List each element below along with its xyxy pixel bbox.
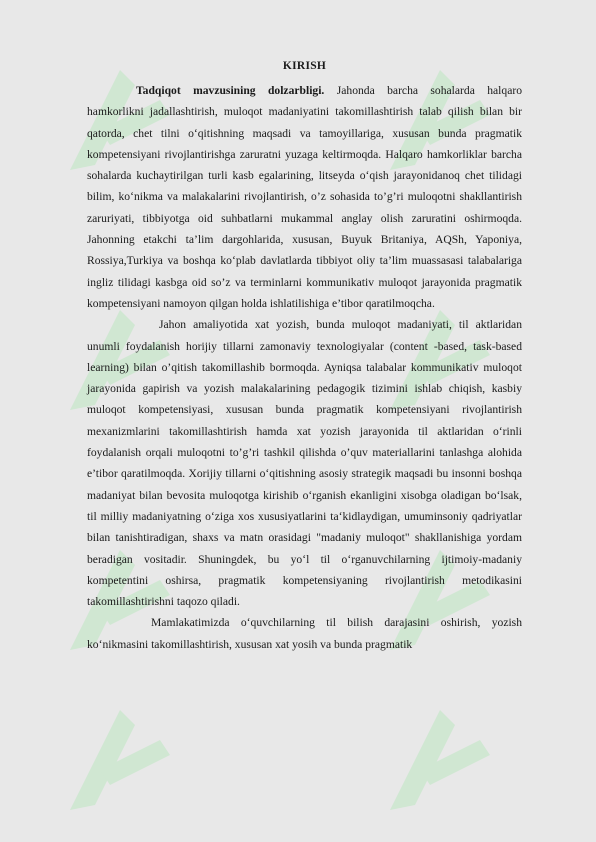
paragraph-text: Jahonda barcha sohalarda halqaro hamkorlikni jadallashtirish, muloqot madaniyatini takomillashtirish talab qilish bilan bir qatorda, chet tilni o‘qitishning maqsadi va tamoyillariga, xususan bunda pragmatik kompetensiyani rivojlantirishga zaruratni yuzaga keltirmoqda. Halqaro hamkorliklar barcha sohalarda kuchaytirilgan turli kasb egalarining, litseyda o‘qish jarayonidanoq chet tilidagi bilim, ko‘nikma va malakalarini rivojlantirish, o’z sohasida to’g’ri muloqotni shakllantirish zaruriyati, tibbiyotga oid suhbatlarni mukammal anglay olish zaruratini oshirmoqda. Jahonning etakchi ta’lim dargohlarida, xususan, Buyuk Britaniya, AQSh, Yaponiya, Rossiya,Turkiya va boshqa ko‘plab davlatlarda tibbiyot oliy ta’lim muassasasi talabalariga ingliz tilidagi kasbga oid so’z va terminlarni kommunikativ muloqot jarayonida pragmatik kompetensiyani namoyon qilgan holda ishlatilishiga e’tibor qaratilmoqcha. bbox=[87, 84, 522, 310]
document-heading: KIRISH bbox=[282, 60, 327, 72]
watermark-icon bbox=[380, 700, 500, 820]
document-body bbox=[87, 58, 522, 655]
watermark-icon bbox=[60, 700, 180, 820]
paragraph-text: Jahon amaliyotida xat yozish, bunda muloqot madaniyati, til aktlaridan unumli foydalanish horijiy tillarni zamonaviy texnologiyalar (content -based, task-based learning) bilan o’qitish takomillashib bormoqda. Ayniqsa talabalar kommunikativ muloqot jarayonida gapirish va yozish malakalarining pedagogik tizimini ishlab chiqish, kasbiy muloqot kompetensiyasi, xususan bunda pragmatik kompetensiyani rivojlantirish mexanizmlarini takomillashtirish hamda xat yozish jarayonida til aktlaridan o‘rinli foydalanish orqali muloqotni to’g’ri tashkil qilishda o’quv materiallarini tanlashga alohida e’tibor qaratilmoqda. Xorijiy tillarni o‘qitishning asosiy strategik maqsadi bu insonni boshqa madaniyat bilan bevosita muloqotga kirishib o‘rganish ekanligini xisobga oladigan bo‘lsak, til milliy madaniyatning o‘ziga xos xususiyatlarini ta‘kidlaydigan, umuminsoniy qadriyatlar bilan tanishtiradigan, shaxs va matn orasidagi "madaniy muloqot" shakllanishiga yordam beradigan vositadir. Shuningdek, bu yo‘l til o‘rganuvchilarning ijtimoiy-madaniy kompetentini oshirsa, pragmatik kompetensiyaning rivojlantirish metodikasini takomillashtirishni taqozo qiladi. bbox=[87, 318, 522, 609]
paragraph-text: Mamlakatimizda o‘quvchilarning til bilish darajasini oshirish, yozish ko‘nikmasini takomillashtirish, xususan xat yosih va bunda pragmatik bbox=[87, 616, 522, 651]
paragraph-country bbox=[87, 612, 522, 655]
paragraph-world-practice bbox=[87, 314, 522, 612]
paragraph-lead: Tadqiqot mavzusining dolzarbligi. bbox=[136, 84, 325, 97]
paragraph-relevance bbox=[87, 80, 522, 314]
